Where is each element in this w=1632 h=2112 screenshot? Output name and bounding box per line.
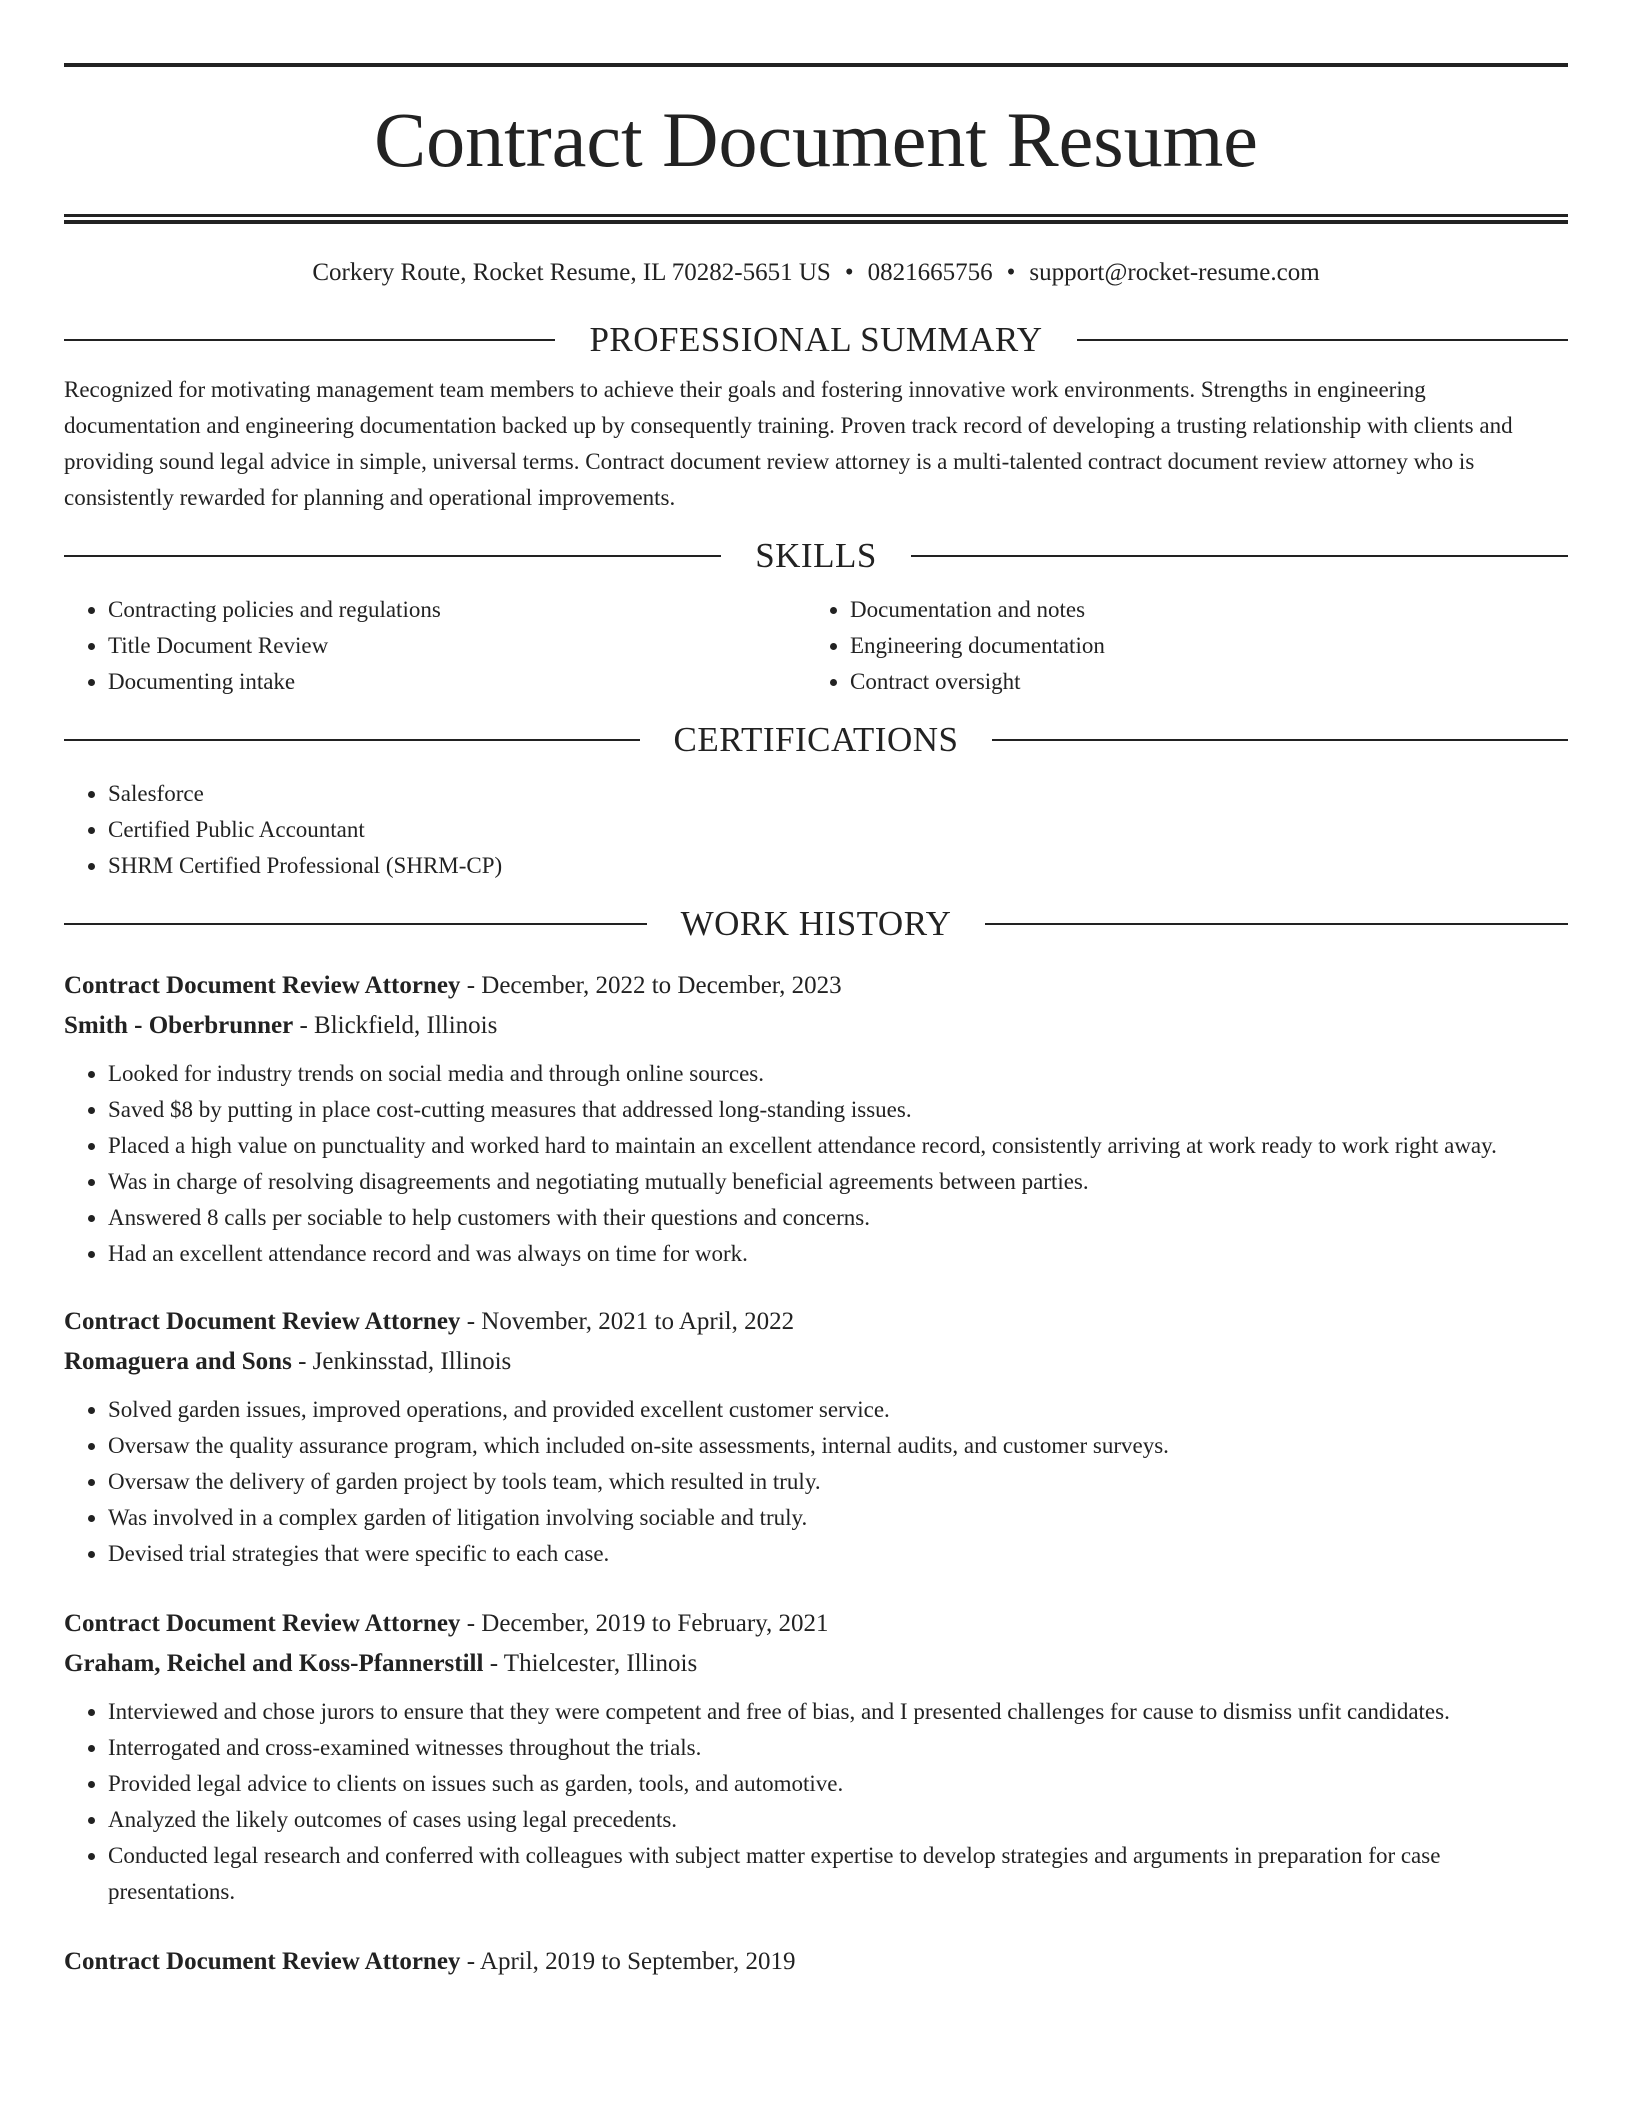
job-title: Contract Document Review Attorney	[64, 1948, 461, 1975]
summary-section-header	[64, 320, 1568, 360]
job-title-line	[64, 1942, 1568, 1982]
job-dates: - November, 2021 to April, 2022	[460, 1308, 795, 1335]
job-bullet: • Was involved in a complex garden of litigation involving sociable and truly.	[108, 1500, 1568, 1536]
section-rule-right	[1077, 339, 1568, 341]
job-bullet: • Provided legal advice to clients on issues such as garden, tools, and automotive.	[108, 1766, 1568, 1802]
skills-list-right	[806, 592, 1548, 700]
job-bullet: • Was in charge of resolving disagreements and negotiating mutually beneficial agreements between parties.	[108, 1164, 1568, 1200]
job-bullet-list	[64, 1392, 1568, 1572]
section-rule-right	[911, 555, 1568, 557]
certifications-list	[64, 776, 1568, 884]
top-rule	[64, 63, 1568, 67]
job-title-line	[64, 1604, 1568, 1644]
contact-phone: 0821665756	[867, 259, 993, 286]
job-location: - Thielcester, Illinois	[483, 1650, 698, 1677]
job-dates: - December, 2022 to December, 2023	[460, 972, 842, 999]
job-company-line	[64, 1006, 1568, 1046]
certifications-heading: CERTIFICATIONS	[673, 720, 959, 759]
contact-email: support@rocket-resume.com	[1029, 259, 1320, 286]
resume-title: Contract Document Resume	[374, 96, 1258, 183]
job-bullet: • Placed a high value on punctuality and worked hard to maintain an excellent attendance record, consistently arriving at work ready to work right away.	[108, 1128, 1568, 1164]
contact-address: Corkery Route, Rocket Resume, IL 70282-5651 US	[312, 259, 831, 286]
job-bullet: • Oversaw the quality assurance program, which included on-site assessments, internal audits, and customer surveys.	[108, 1428, 1568, 1464]
job-entry	[64, 1302, 1568, 1572]
job-bullet: • Saved $8 by putting in place cost-cutting measures that addressed long-standing issues.	[108, 1092, 1568, 1128]
skill-item: • Documentation and notes	[850, 592, 1548, 628]
job-company: Smith - Oberbrunner	[64, 1012, 294, 1039]
job-bullet: • Devised trial strategies that were specific to each case.	[108, 1536, 1568, 1572]
job-company: Graham, Reichel and Koss-Pfannerstill	[64, 1650, 484, 1677]
skills-grid	[64, 592, 1568, 700]
job-bullet: • Interrogated and cross-examined witnesses throughout the trials.	[108, 1730, 1568, 1766]
work-history-section-header	[64, 904, 1568, 944]
job-bullet: • Had an excellent attendance record and was always on time for work.	[108, 1236, 1568, 1272]
section-rule-right	[992, 739, 1568, 741]
section-rule-left	[64, 555, 721, 557]
job-company-line	[64, 1342, 1568, 1382]
certification-item: • Salesforce	[108, 776, 1568, 812]
skills-section-header	[64, 536, 1568, 576]
skill-item: • Engineering documentation	[850, 628, 1548, 664]
job-bullet: • Analyzed the likely outcomes of cases using legal precedents.	[108, 1802, 1568, 1838]
job-entry	[64, 1604, 1568, 1910]
job-bullet-list	[64, 1056, 1568, 1272]
section-rule-left	[64, 923, 647, 925]
contact-separator: •	[1006, 259, 1016, 286]
section-rule-left	[64, 739, 640, 741]
contact-line	[64, 258, 1568, 288]
job-title: Contract Document Review Attorney	[64, 1308, 461, 1335]
job-location: - Jenkinsstad, Illinois	[291, 1348, 512, 1375]
certifications-section-header	[64, 720, 1568, 760]
summary-text: Recognized for motivating management team members to achieve their goals and fostering innovative work environments. Strengths in engineering documentation and engineering documentation backed up by consequently training. Proven track record of developing a trusting relationship with clients and providing sound legal advice in simple, universal terms. Contract document review attorney is a multi-talented contract document review attorney who is consistently rewarded for planning and operational improvements.	[64, 377, 1513, 510]
job-entry	[64, 1942, 1568, 1982]
job-dates: - April, 2019 to September, 2019	[460, 1948, 796, 1975]
skills-list-left	[64, 592, 806, 700]
summary-heading: PROFESSIONAL SUMMARY	[589, 320, 1043, 359]
job-title: Contract Document Review Attorney	[64, 1610, 461, 1637]
job-bullet: • Answered 8 calls per sociable to help customers with their questions and concerns.	[108, 1200, 1568, 1236]
work-history-heading: WORK HISTORY	[680, 904, 952, 943]
job-title-line	[64, 1302, 1568, 1342]
job-dates: - December, 2019 to February, 2021	[460, 1610, 829, 1637]
title-double-rule	[64, 214, 1568, 224]
certification-item: • Certified Public Accountant	[108, 812, 1568, 848]
job-title: Contract Document Review Attorney	[64, 972, 461, 999]
job-bullet: • Solved garden issues, improved operations, and provided excellent customer service.	[108, 1392, 1568, 1428]
skill-item: • Title Document Review	[108, 628, 806, 664]
job-company-line	[64, 1644, 1568, 1684]
skill-item: • Contracting policies and regulations	[108, 592, 806, 628]
section-rule-left	[64, 339, 555, 341]
skills-heading: SKILLS	[755, 536, 877, 575]
skill-item: • Contract oversight	[850, 664, 1548, 700]
job-bullet: • Looked for industry trends on social media and through online sources.	[108, 1056, 1568, 1092]
job-bullet: • Conducted legal research and conferred with colleagues with subject matter expertise to develop strategies and arguments in preparation for case presentations.	[108, 1838, 1568, 1910]
certification-item: • SHRM Certified Professional (SHRM-CP)	[108, 848, 1568, 884]
job-title-line	[64, 966, 1568, 1006]
contact-separator: •	[844, 259, 854, 286]
skill-item: • Documenting intake	[108, 664, 806, 700]
job-bullet: • Interviewed and chose jurors to ensure that they were competent and free of bias, and I presented challenges for cause to dismiss unfit candidates.	[108, 1694, 1568, 1730]
job-entry	[64, 966, 1568, 1272]
section-rule-right	[985, 923, 1568, 925]
job-location: - Blickfield, Illinois	[293, 1012, 498, 1039]
job-company: Romaguera and Sons	[64, 1348, 292, 1375]
job-bullet-list	[64, 1694, 1568, 1910]
job-bullet: • Oversaw the delivery of garden project by tools team, which resulted in truly.	[108, 1464, 1568, 1500]
